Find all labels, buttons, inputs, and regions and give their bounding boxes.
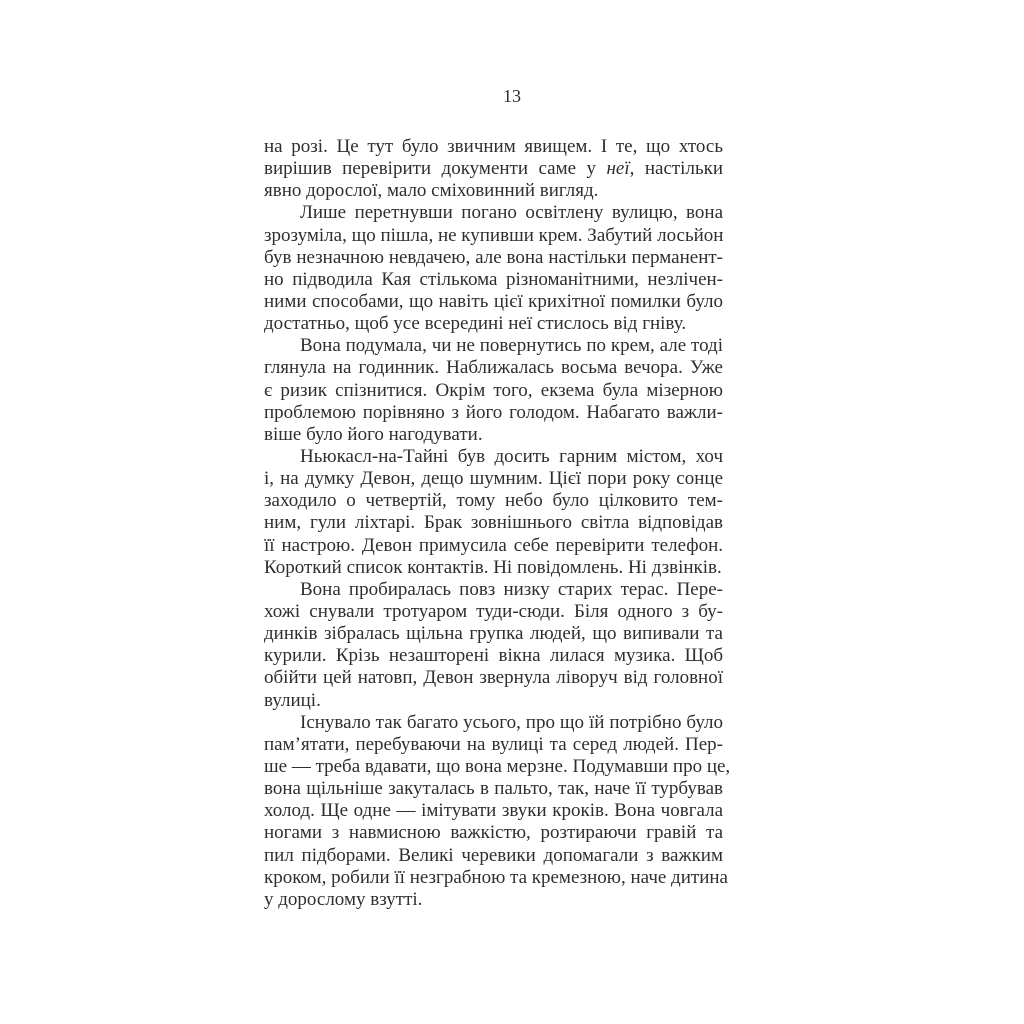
text-line: хожі снували тротуаром туди-сюди. Біля одного з бу- [264,600,723,622]
text-line: Ньюкасл-на-Тайні був досить гарним містом, хоч [300,445,723,467]
text-line: вулиці. [264,689,321,711]
text-line: динків зібралась щільна групка людей, що випивали та [264,623,723,645]
text-line: віше було його нагодувати. [264,423,483,445]
paragraph [264,202,723,335]
text-line: Вона подумала, чи не повернутись по крем, але тоді [300,335,723,357]
text-line: явно дорослої, мало сміховинний вигляд. [264,180,599,202]
text-segment: , настільки [629,158,724,180]
text-line: був незначною невдачею, але вона настільки перманент- [264,246,723,268]
page-number: 13 [503,86,521,106]
text-line: зрозуміла, що пішла, не купивши крем. Забутий лосьйон [264,224,724,246]
body-text [264,136,731,911]
text-line: вона щільніше закуталась в пальто, так, наче її турбував [264,778,723,800]
paragraph [264,446,723,579]
text-line: у дорослому взутті. [264,888,423,910]
text-line: Лише перетнувши погано освітлену вулицю, вона [300,202,723,224]
text-line: кроком, робили її незграбною та кремезною, наче дитина [264,866,728,888]
text-line: ними способами, що навіть цієї крихітної помилки було [264,290,723,312]
text-line: її настрою. Девон примусила себе перевірити телефон. [264,534,723,556]
paragraph [264,579,723,712]
text-line: холод. Ще одне — імітувати звуки кроків. Вона човгала [264,800,723,822]
text-line: пил підборами. Великі черевики допомагали з важким [264,844,723,866]
text-segment: вирішив перевірити документи саме у [264,158,607,180]
paragraph [264,711,731,911]
text-line: на розі. Це тут було звичним явищем. І те, що хтось [264,136,723,157]
text-line: заходило о четвертій, тому небо було цілковито тем- [264,490,723,512]
text-line: обійти цей натовп, Девон звернула ліворуч від головної [264,667,723,689]
text-line: пам’ятати, перебуваючи на вулиці та серед людей. Пер- [264,733,723,755]
text-line: глянула на годинник. Наближалась восьма вечора. Уже [264,357,723,379]
text-line: достатньо, щоб усе всередині неї стислось від гніву. [264,313,687,335]
text-line: курили. Крізь незашторені вікна лилася музика. Щоб [264,645,723,667]
text-line: Короткий список контактів. Ні повідомлень. Ні дзвінків. [264,556,722,578]
text-line: ногами з навмисною важкістю, розтираючи гравій та [264,822,723,844]
text-line: ше — треба вдавати, що вона мерзне. Подумавши про це, [264,755,731,777]
italic-emphasis: неї [606,158,630,180]
text-line: но підводила Кая стількома різноманітними, незлічен- [264,268,723,290]
paragraph [264,136,723,202]
paragraph [264,335,723,446]
text-line: є ризик спізнитися. Окрім того, екзема була мізерною [264,379,723,401]
text-line: проблемою порівняно з його голодом. Набагато важли- [264,401,723,423]
text-line: ним, гули ліхтарі. Брак зовнішнього світла відповідав [264,512,723,534]
text-line: Вона пробиралась повз низку старих терас. Пере- [300,578,723,600]
text-line [264,158,723,180]
text-line: і, на думку Девон, дещо шумним. Цієї пори року сонце [264,468,723,490]
text-line: Існувало так багато усього, про що їй потрібно було [300,711,723,733]
